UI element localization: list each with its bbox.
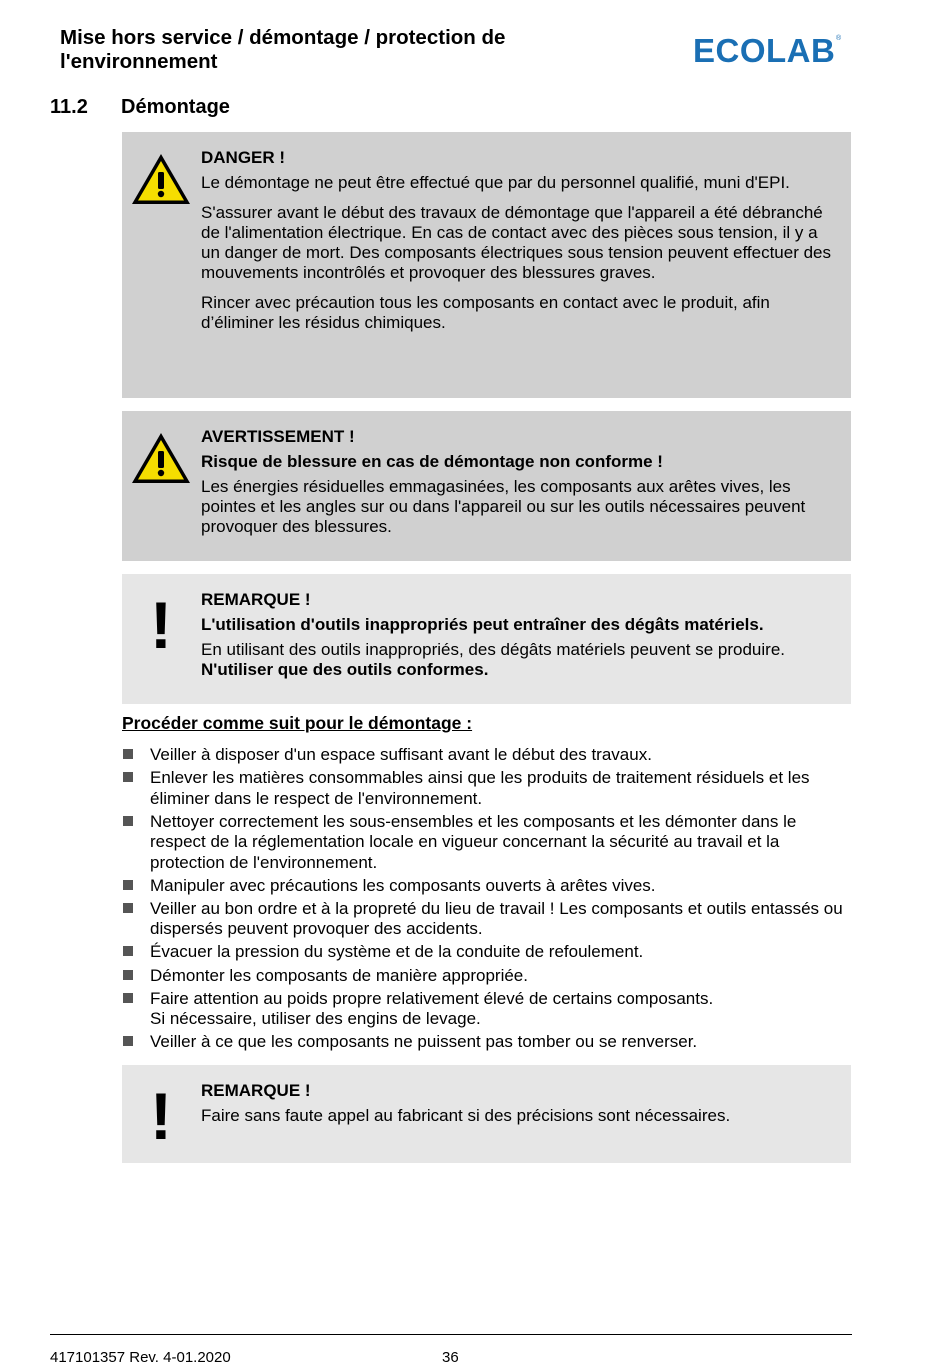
logo-text: ECOLAB <box>693 32 836 68</box>
square-bullet-icon <box>123 880 133 890</box>
list-item: Manipuler avec précautions les composants ouverts à arêtes vives. <box>122 876 852 897</box>
section-number: 11.2 <box>50 96 88 118</box>
list-item: Veiller à disposer d'un espace suffisant avant le début des travaux. <box>122 745 852 766</box>
danger-paragraph-2: S'assurer avant le début des travaux de démontage que l'appareil a été débranché de l'alimentation électrique. En cas de contact avec des pièces sous tension, il y a un danger de mort. Des composants électriques sous tension peuvent effectuer des mouvements incontrôlés et provoquer des blessures graves. <box>201 203 832 282</box>
section-title: Démontage <box>121 96 230 118</box>
exclamation-icon: ! <box>150 588 172 662</box>
remark-1-subtitle: L'utilisation d'outils inappropriés peut entraîner des dégâts matériels. <box>201 615 764 634</box>
list-item: Veiller à ce que les composants ne puissent pas tomber ou se renverser. <box>122 1032 852 1053</box>
danger-paragraph-1: Le démontage ne peut être effectué que par du personnel qualifié, muni d'EPI. <box>201 173 790 192</box>
square-bullet-icon <box>123 816 133 826</box>
warning-triangle-icon <box>130 152 192 206</box>
procedure-heading: Procéder comme suit pour le démontage : <box>122 713 473 733</box>
svg-text:®: ® <box>836 35 842 42</box>
remark-2-title: REMARQUE ! <box>201 1081 311 1100</box>
remark-2-text: Faire sans faute appel au fabricant si des précisions sont nécessaires. <box>201 1106 731 1125</box>
warning-triangle-icon <box>130 431 192 485</box>
square-bullet-icon <box>123 946 133 956</box>
page-header-title: Mise hors service / démontage / protection de l'environnement <box>60 26 506 73</box>
remark-1-text-bold: N'utiliser que des outils conformes. <box>201 660 489 679</box>
square-bullet-icon <box>123 970 133 980</box>
remark-1-title: REMARQUE ! <box>201 590 311 609</box>
danger-paragraph-3: Rincer avec précaution tous les composants en contact avec le produit, afin d’éliminer les résidus chimiques. <box>201 293 770 332</box>
procedure-steps-list <box>122 745 852 1055</box>
list-item: Démonter les composants de manière appropriée. <box>122 966 852 987</box>
square-bullet-icon <box>123 749 133 759</box>
square-bullet-icon <box>123 903 133 913</box>
square-bullet-icon <box>123 772 133 782</box>
list-item: Évacuer la pression du système et de la conduite de refoulement. <box>122 942 852 963</box>
list-item: Faire attention au poids propre relativement élevé de certains composants. Si nécessaire, utiliser des engins de levage. <box>122 989 852 1030</box>
square-bullet-icon <box>123 1036 133 1046</box>
ecolab-logo <box>693 30 843 68</box>
danger-title: DANGER ! <box>201 148 286 167</box>
warning-notice <box>122 411 851 561</box>
footer-page-number: 36 <box>442 1349 459 1366</box>
warning-title: AVERTISSEMENT ! <box>201 427 355 446</box>
warning-subtitle: Risque de blessure en cas de démontage non conforme ! <box>201 452 663 471</box>
footer-document-number: 417101357 Rev. 4-01.2020 <box>50 1349 231 1366</box>
exclamation-icon: ! <box>150 1079 172 1153</box>
remark-1-text: En utilisant des outils inappropriés, des dégâts matériels peuvent se produire. N'utiliser que des outils conformes. <box>201 640 786 679</box>
list-item: Veiller au bon ordre et à la propreté du lieu de travail ! Les composants et outils entassés ou dispersés peuvent provoquer des accidents. <box>122 899 852 940</box>
list-item: Enlever les matières consommables ainsi que les produits de traitement résiduels et les éliminer dans le respect de l'environnement. <box>122 768 852 809</box>
list-item: Nettoyer correctement les sous-ensembles et les composants et les démonter dans le respect de la réglementation locale en vigueur concernant la sécurité au travail et la protection de l'environnement. <box>122 812 852 874</box>
warning-text: Les énergies résiduelles emmagasinées, les composants aux arêtes vives, les pointes et les angles sur ou dans l'appareil ou sur les outils nécessaires peuvent provoquer des blessures. <box>201 477 806 536</box>
footer-divider <box>50 1334 852 1335</box>
remark-notice-1 <box>122 574 851 704</box>
section-heading <box>50 96 230 119</box>
remark-notice-2 <box>122 1065 851 1163</box>
danger-notice <box>122 132 851 398</box>
square-bullet-icon <box>123 993 133 1003</box>
